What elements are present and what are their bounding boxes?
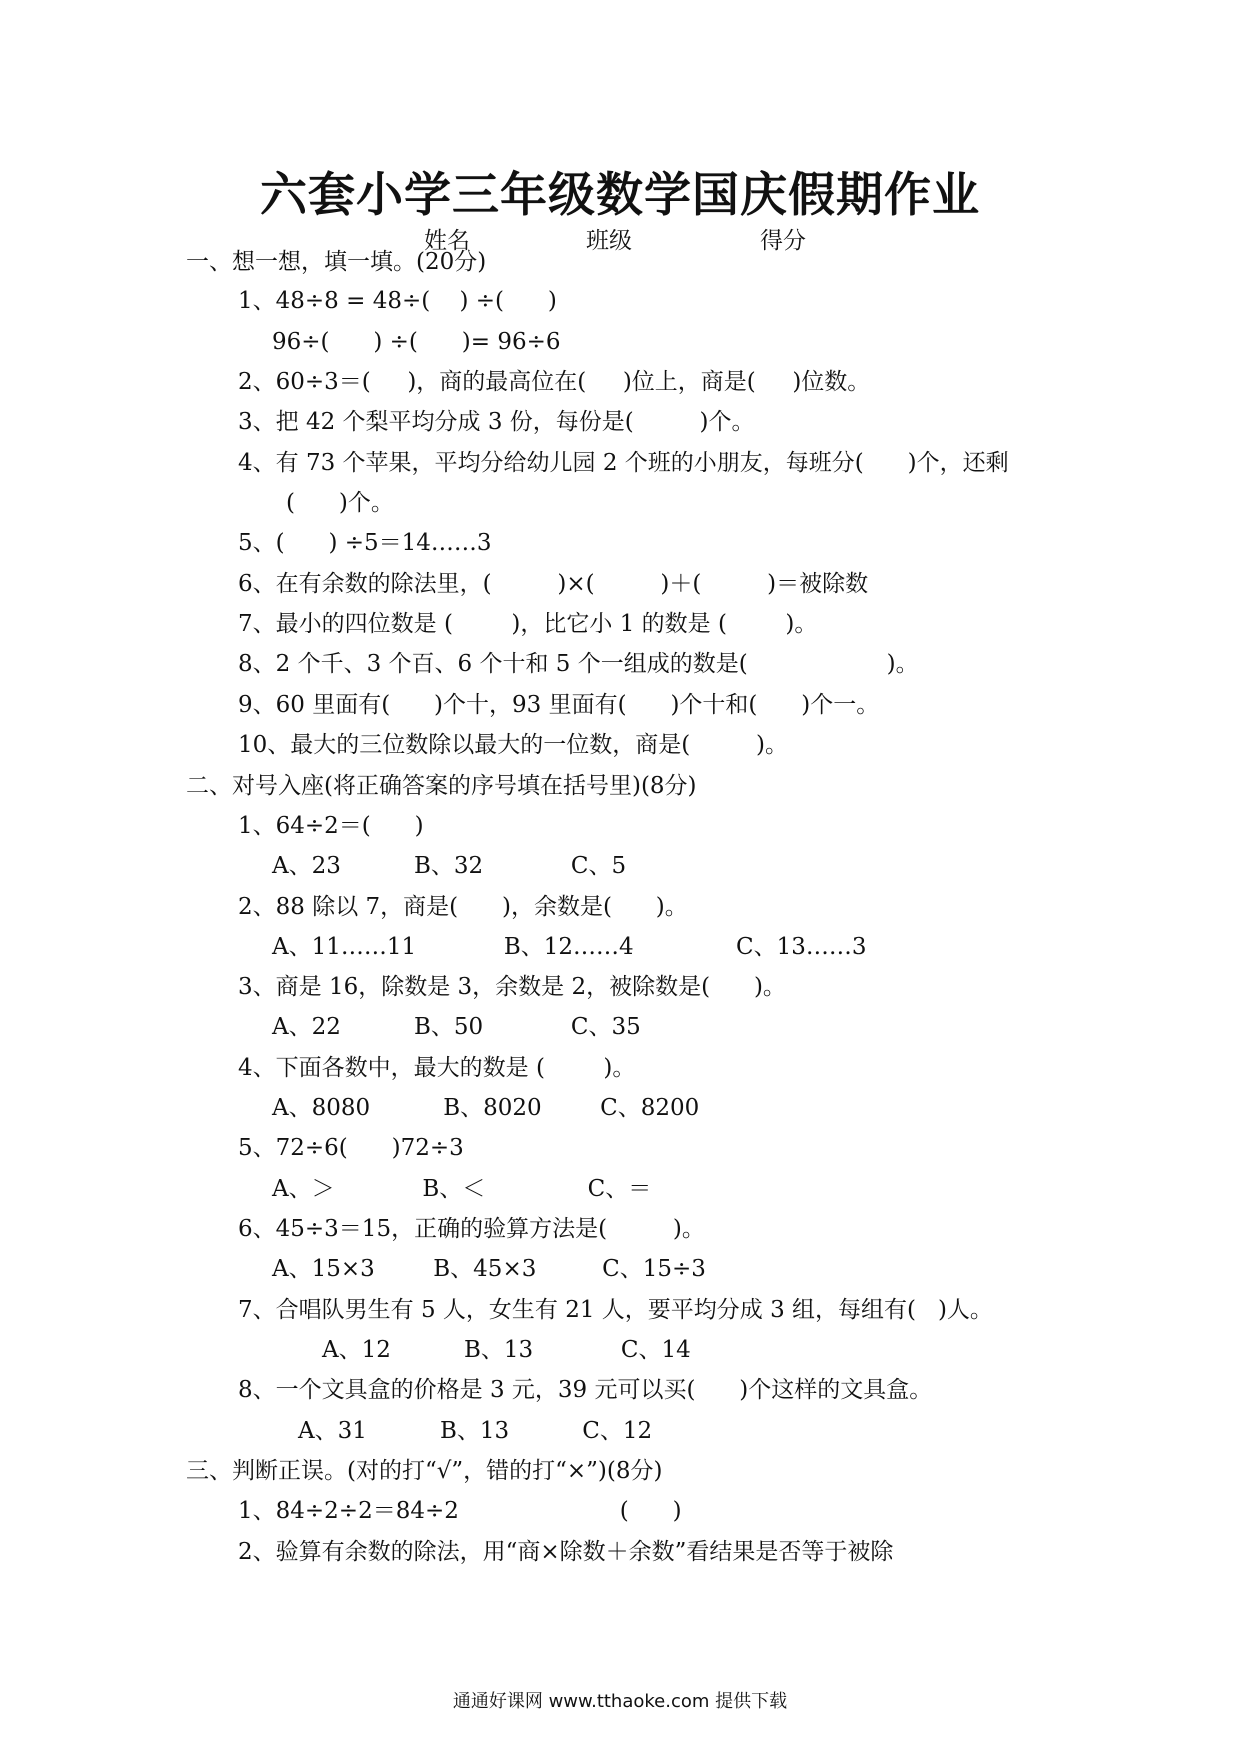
question-line: 1、64÷2＝( ) <box>238 813 424 839</box>
question-line: 3、商是 16，除数是 3，余数是 2，被除数是( )。 <box>238 974 786 1000</box>
question-line: 7、合唱队男生有 5 人，女生有 21 人，要平均分成 3 组，每组有( )人。 <box>238 1297 993 1323</box>
question-line: 6、在有余数的除法里，( )×( )＋( )＝被除数 <box>238 571 869 597</box>
question-line: A、11……11 B、12……4 C、13……3 <box>272 934 867 960</box>
question-line: 10、最大的三位数除以最大的一位数，商是( )。 <box>238 732 789 758</box>
page-title: 六套小学三年级数学国庆假期作业 <box>260 168 980 223</box>
question-line: A、12 B、13 C、14 <box>322 1337 691 1363</box>
footer-credit: 通通好课网 www.tthaoke.com 提供下载 <box>452 1691 788 1712</box>
question-line: 8、2 个千、3 个百、6 个十和 5 个一组成的数是( )。 <box>238 651 919 677</box>
question-line: 4、下面各数中，最大的数是 ( )。 <box>238 1055 636 1081</box>
question-line: A、23 B、32 C、5 <box>272 853 627 879</box>
section-heading: 二、对号入座(将正确答案的序号填在括号里)(8分) <box>186 773 697 799</box>
question-line: 96÷( ) ÷( )= 96÷6 <box>272 329 561 355</box>
question-line: 5、72÷6( )72÷3 <box>238 1135 464 1161</box>
section-heading: 一、想一想，填一填。(20分) <box>186 249 487 275</box>
question-line: A、22 B、50 C、35 <box>272 1014 641 1040</box>
class-label: 班级 <box>586 228 632 254</box>
question-line: 1、48÷8 = 48÷( ) ÷( ) <box>238 288 557 314</box>
question-line: 7、最小的四位数是 ( )，比它小 1 的数是 ( )。 <box>238 611 818 637</box>
question-line: 2、60÷3＝( )，商的最高位在( )位上，商是( )位数。 <box>238 369 871 395</box>
question-line: 1、84÷2÷2＝84÷2 ( ) <box>238 1498 682 1524</box>
question-line: 4、有 73 个苹果，平均分给幼儿园 2 个班的小朋友，每班分( )个，还剩 <box>238 450 1009 476</box>
question-line: 3、把 42 个梨平均分成 3 份，每份是( )个。 <box>238 409 755 435</box>
question-line: 8、一个文具盒的价格是 3 元，39 元可以买( )个这样的文具盒。 <box>238 1377 933 1403</box>
question-line: 5、( ) ÷5＝14……3 <box>238 530 492 556</box>
question-line: 9、60 里面有( )个十，93 里面有( )个十和( )个一。 <box>238 692 880 718</box>
question-line: A、＞ B、＜ C、＝ <box>272 1176 652 1202</box>
question-line: 6、45÷3＝15，正确的验算方法是( )。 <box>238 1216 705 1242</box>
question-line: 2、验算有余数的除法，用“商×除数＋余数”看结果是否等于被除 <box>238 1539 894 1565</box>
question-line: A、15×3 B、45×3 C、15÷3 <box>272 1256 706 1282</box>
name-label: 姓名 <box>424 228 470 254</box>
question-line: A、8080 B、8020 C、8200 <box>272 1095 700 1121</box>
score-label: 得分 <box>760 228 806 254</box>
question-line: 2、88 除以 7，商是( )，余数是( )。 <box>238 894 688 920</box>
question-line: A、31 B、13 C、12 <box>298 1418 653 1444</box>
question-line: ( )个。 <box>286 490 394 516</box>
section-heading: 三、判断正误。(对的打“√”，错的打“×”)(8分) <box>186 1458 663 1484</box>
